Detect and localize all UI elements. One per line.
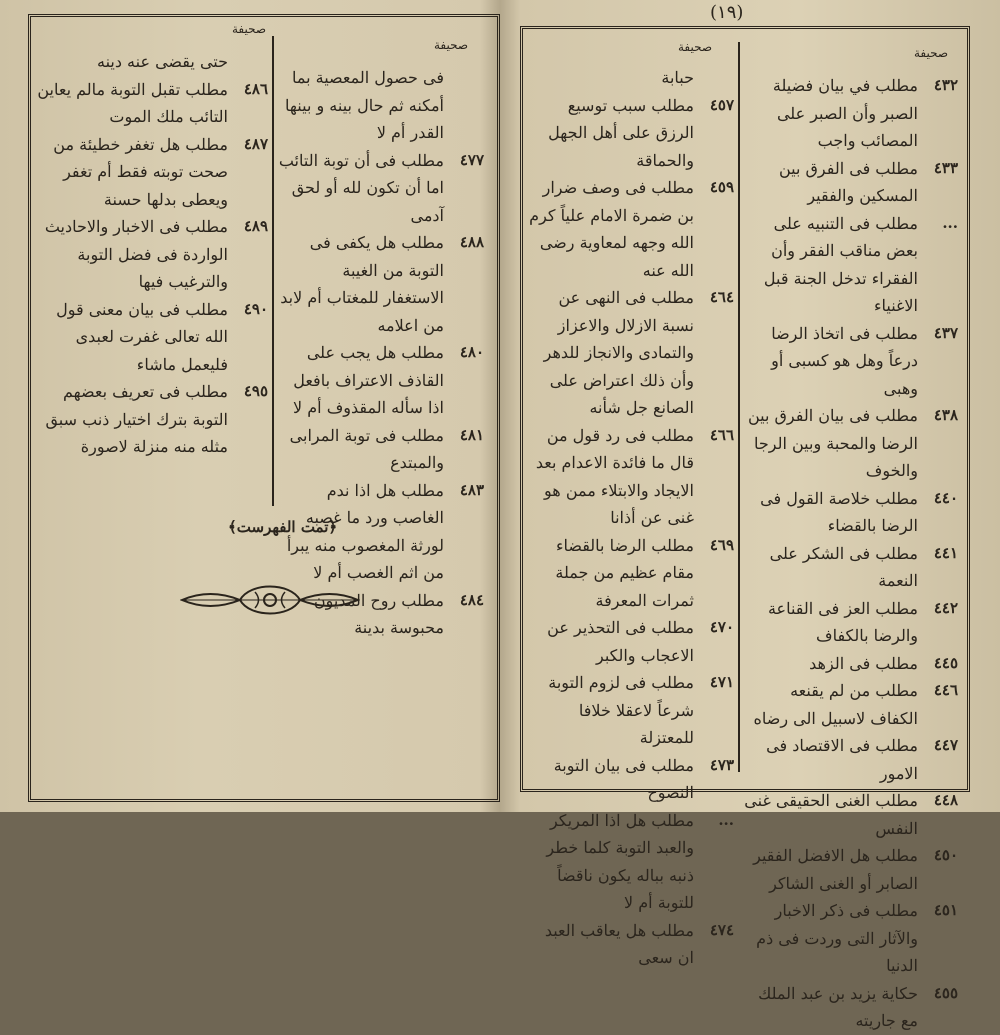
index-entry: [526, 669, 734, 752]
entry-title: مطلب فى بيان التوبة النصوح: [553, 755, 694, 802]
entry-page-number: ٤٨٧: [243, 134, 268, 153]
entry-page-number: ٤٤٠: [933, 488, 958, 507]
index-entry: [744, 650, 958, 678]
index-entry: [744, 485, 958, 540]
entry-title: مطلب فى الزهد: [809, 653, 918, 673]
entry-title: مطلب هل اذا ندم الغاصب ورد ما غصبه لورثة المغصوب منه يبرأ من اثم الغصب أم لا: [286, 480, 444, 582]
entry-page-number: ٤٧١: [709, 673, 734, 691]
page-header: صحيفة: [434, 38, 469, 52]
entry-page-number: ٤٥٧: [709, 95, 734, 114]
entry-title: مطلب هل يعاقب العبد ان سعى: [544, 920, 694, 967]
index-entry: [526, 532, 734, 615]
entry-title: مطلب فى الاقتصاد فى الامور: [766, 736, 918, 783]
index-entry: [526, 917, 734, 972]
entry-page-number: ٤٣٢: [933, 76, 958, 94]
index-entry: [526, 174, 734, 284]
entry-page-number: ٤٥٥: [933, 983, 958, 1002]
index-entry: [526, 284, 734, 422]
right-page-right-column: [744, 72, 958, 1035]
entry-title: مطلب خلاصة القول فى الرضا بالقضاء: [760, 488, 918, 535]
index-entry: [36, 76, 268, 131]
index-entry: [744, 787, 958, 842]
index-entry: [744, 320, 958, 403]
index-entry: [744, 732, 958, 787]
entry-page-number: ٤٧٠: [709, 618, 734, 636]
entry-page-number: ٤٨٠: [459, 343, 484, 361]
page-number: (١٩): [710, 2, 744, 23]
entry-title: مطلب هل يجب على القاذف الاعتراف بافعل اذا سأله المقذوف أم لا: [293, 343, 444, 417]
entry-title: مطلب فى أن توبة التائب اما أن تكون لله أو لحق آدمى: [278, 150, 444, 225]
index-entry: [744, 155, 958, 210]
entry-title: مطلب هل الافضل الفقير الصابر أو الغنى الشاكر: [753, 846, 918, 893]
index-entry: [744, 210, 958, 320]
column-divider: [738, 42, 740, 772]
column-divider: [272, 36, 274, 506]
index-entry: [744, 677, 958, 732]
index-entry: [744, 842, 958, 897]
entry-title: مطلب فى بيان معنى قول الله تعالى غفرت لعبدى فليعمل ماشاء: [56, 299, 228, 374]
entry-page-number: ٤٤٥: [933, 653, 958, 672]
entry-title: حكاية يزيد بن عبد الملك مع جاريته: [758, 983, 918, 1030]
ornament-icon: [180, 578, 360, 622]
index-entry: [744, 897, 958, 980]
entry-title: مطلب فى التحذير عن الاعجاب والكبر: [547, 618, 694, 665]
entry-page-number: ٤٨٨: [459, 233, 484, 251]
entry-page-number: ٤٤٦: [933, 681, 958, 699]
entry-title: مطلب فى بيان الفرق بين الرضا والمحبة وبين الرجا والخوف: [747, 406, 918, 480]
entry-title: مطلب فى لزوم التوبة شرعاً لاعقلا خلافا للمعتزلة: [548, 673, 694, 747]
entry-title: مطلب فى الاخبار والاحاديث الواردة فى فضل التوبة والترغيب فيها: [44, 217, 228, 291]
index-entry: [36, 131, 268, 214]
entry-title: مطلب فى ذكر الاخبار والآثار التى وردت فى ذم الدنيا: [756, 901, 918, 975]
entry-page-number: ٤٥١: [933, 901, 958, 919]
entry-page-number: ٤٤٧: [933, 736, 958, 754]
entry-title: مطلب هل يكفى فى التوبة من الغيبة الاستغفار للمغتاب أم لابد من اعلامه: [280, 233, 444, 335]
index-entry: [744, 980, 958, 1035]
entry-page-number: ٤٧٧: [459, 150, 484, 169]
entry-page-number: ٤٨٩: [243, 217, 268, 235]
index-entry: [278, 339, 484, 422]
entry-page-number: ٤٨٤: [459, 590, 484, 609]
entry-page-number: ٤٣٧: [933, 323, 958, 342]
index-entry: [744, 595, 958, 650]
entry-title: مطلب الغنى الحقيقى غنى النفس: [744, 791, 918, 838]
entry-page-number: ٤٣٣: [933, 158, 958, 177]
index-entry: [526, 807, 734, 917]
entry-title: مطلب روح المديون محبوسة بدينة: [313, 590, 444, 637]
entry-title: مطلب فى وصف ضرار بن ضمرة الامام علياً كرم الله وجهه لمعاوية رضى الله عنه: [529, 178, 694, 280]
entry-page-number: ٤٨١: [459, 425, 484, 444]
entry-title: مطلب سبب توسيع الرزق على أهل الجهل والحماقة: [548, 95, 694, 170]
index-entry: [526, 64, 734, 92]
entry-title: مطلب العز فى القناعة والرضا بالكفاف: [767, 598, 918, 645]
entry-title: مطلب فى تعريف بعضهم التوبة بترك اختيار ذنب سبق مثله منه منزلة لاصورة: [45, 382, 228, 456]
index-entry: [278, 64, 484, 147]
entry-page-number: ٤٦٩: [709, 535, 734, 554]
index-entry: [526, 422, 734, 532]
index-entry: [526, 614, 734, 669]
entry-title: مطلب فى اتخاذ الرضا درعاً وهل هو كسبى أو وهبى: [771, 323, 918, 398]
index-entry: [36, 48, 268, 76]
entry-title: مطلب فى الفرق بين المسكين والفقير: [778, 158, 918, 205]
entry-page-number: ٤٩٥: [243, 382, 268, 400]
entry-page-number: ٤٧٣: [709, 755, 734, 774]
index-entry: [744, 402, 958, 485]
entry-page-number: ٤٨٦: [243, 79, 268, 98]
entry-title: مطلب فى توبة المرابى والمبتدع: [289, 425, 444, 472]
entry-title: مطلب فى رد قول من قال ما فائدة الاعدام بعد الايجاد والابتلاء ممن هو غنى عن أذانا: [535, 425, 694, 527]
index-entry: [744, 540, 958, 595]
entry-page-number: ٤٥٩: [709, 178, 734, 196]
entry-page-number: ٤٩٠: [243, 299, 268, 318]
page-header: صحيفة: [678, 40, 713, 54]
index-entry: [744, 72, 958, 155]
entry-title: مطلب فى الشكر على النعمة: [769, 543, 918, 590]
index-entry: [36, 296, 268, 379]
entry-page-number: ٤٣٨: [933, 406, 958, 424]
page-header: صحيفة: [914, 46, 949, 60]
entry-title: حتى يقضى عنه دينه: [96, 52, 228, 71]
entry-page-number: ٤٤٨: [933, 791, 958, 809]
entry-title: مطلب هل تغفر خطيئة من صحت توبته فقط أم تغفر ويعطى بدلها حسنة: [53, 134, 228, 209]
entry-title: مطلب تقبل التوبة مالم يعاين التائب ملك الموت: [37, 79, 228, 126]
entry-page-number: ٤٦٤: [709, 288, 734, 306]
index-entry: [526, 752, 734, 807]
entry-title: حبابة: [661, 68, 694, 87]
index-entry: [278, 147, 484, 230]
entry-page-number: ...: [942, 213, 958, 232]
index-entry: [278, 422, 484, 477]
index-entry: [526, 92, 734, 175]
right-page-left-column: [526, 64, 734, 972]
index-entry: [278, 229, 484, 339]
entry-page-number: ٤٤١: [933, 543, 958, 562]
entry-title: مطلب في بيان فضيلة الصبر وأن الصبر على المصائب واجب: [772, 76, 918, 150]
right-page: [500, 0, 1000, 1030]
entry-page-number: ٤٧٤: [709, 920, 734, 939]
entry-title: فى حصول المعصية بما أمكنه ثم حال بينه و بينها القدر أم لا: [285, 68, 444, 142]
index-entry: [36, 213, 268, 296]
entry-page-number: ٤٨٣: [459, 480, 484, 499]
entry-title: مطلب فى النهى عن نسبة الازلال والاعزاز والتمادى والانجاز للدهر وأن ذلك اعتراض على الصانع جل شأنه: [543, 288, 694, 417]
entry-title: مطلب من لم يقنعه الكفاف لاسبيل الى رضاه: [753, 681, 918, 728]
entry-page-number: ٤٤٢: [933, 598, 958, 617]
entry-title: مطلب فى التنبيه على بعض مناقب الفقر وأن الفقراء تدخل الجنة قبل الاغنياء: [763, 213, 918, 315]
index-entry: [36, 378, 268, 461]
left-page: [0, 0, 500, 812]
left-page-left-column: [36, 48, 268, 461]
entry-title: مطلب هل اذا المريكر والعبد التوبة كلما خطر ذنبه بباله يكون ناقضاً للتوبة أم لا: [546, 810, 694, 912]
entry-title: مطلب الرضا بالقضاء مقام عظيم من جملة ثمرات المعرفة: [555, 535, 694, 610]
entry-page-number: ...: [718, 810, 734, 829]
page-header: صحيفة: [232, 22, 267, 36]
entry-page-number: ٤٦٦: [709, 425, 734, 444]
entry-page-number: ٤٥٠: [933, 846, 958, 864]
left-page-right-column: [278, 64, 484, 642]
end-of-index-note: ﴿تمت الفهرست﴾: [228, 518, 338, 536]
